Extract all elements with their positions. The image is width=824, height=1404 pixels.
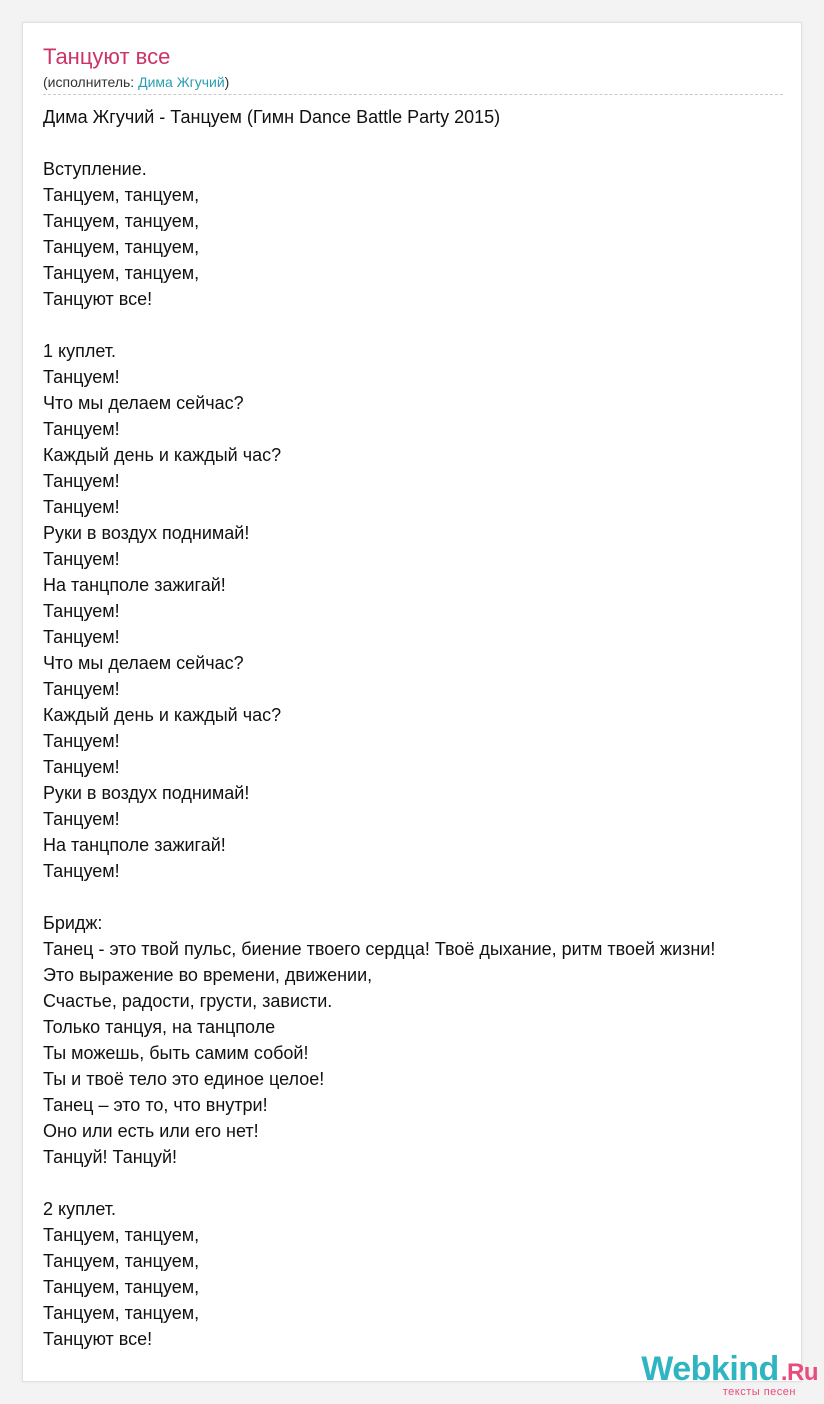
webkind-logo[interactable] [618,1350,818,1400]
lyrics-line: Танцуем! [43,367,120,387]
lyrics-blank-line [43,130,802,156]
lyrics-line: Дима Жгучий - Танцуем (Гимн Dance Battle Party 2015) [43,107,501,127]
lyrics-line: Танцуем! [43,731,120,751]
lyrics-line: Ты можешь, быть самим собой! [43,1043,309,1063]
lyrics-line: Оно или есть или его нет! [43,1121,259,1141]
lyrics-line: Танцуем, танцуем, [43,211,200,231]
lyrics-line: Танец - это твой пульс, биение твоего сердца! Твоё дыхание, ритм твоей жизни! [43,939,716,959]
lyrics-line: Руки в воздух поднимай! [43,783,250,803]
artist-prefix: (исполнитель: [43,74,139,90]
lyrics-line: Это выражение во времени, движении, [43,965,373,985]
lyrics-blank-line [43,312,802,338]
lyrics-line: Танцуют все! [43,1329,153,1349]
lyrics-line: Танцуем! [43,809,120,829]
lyrics-line: Танцуем! [43,549,120,569]
logo-tld: .Ru [780,1359,818,1386]
lyrics-card [22,22,802,1382]
artist-line [43,73,229,91]
lyrics-line: Танцуем! [43,601,120,621]
lyrics-line: Руки в воздух поднимай! [43,523,250,543]
lyrics-line: Танцуем! [43,679,120,699]
lyrics-line: Ты и твоё тело это единое целое! [43,1069,325,1089]
lyrics-line: Танцуй! Танцуй! [43,1147,178,1167]
lyrics-line: Танцуем! [43,419,120,439]
lyrics-line: Вступление. [43,159,147,179]
lyrics-line: Что мы делаем сейчас? [43,653,244,673]
lyrics-line: Танцуем! [43,497,120,517]
lyrics-line: Танцуем! [43,861,120,881]
lyrics-line: Бридж: [43,913,103,933]
lyrics-blank-line [43,1170,802,1196]
lyrics-line: Танцуем, танцуем, [43,1277,200,1297]
lyrics-line: Танцуем, танцуем, [43,1303,200,1323]
logo-subtitle: тексты песен [722,1386,796,1398]
lyrics-line: Только танцуя, на танцполе [43,1017,276,1037]
lyrics-line: 1 куплет. [43,341,117,361]
lyrics-line: Что мы делаем сейчас? [43,393,244,413]
lyrics-line: Танцуем, танцуем, [43,237,200,257]
artist-link[interactable]: Дима Жгучий [138,74,225,90]
artist-suffix: ) [224,74,230,90]
lyrics-line: Каждый день и каждый час? [43,705,282,725]
lyrics-line: Танцуем, танцуем, [43,185,200,205]
lyrics-line: Каждый день и каждый час? [43,445,282,465]
lyrics-line: Счастье, радости, грусти, зависти. [43,991,333,1011]
lyrics-line: На танцполе зажигай! [43,835,226,855]
lyrics-line: Танцуем! [43,627,120,647]
header-divider [43,94,783,95]
lyrics-line: Танцуем! [43,471,120,491]
lyrics-line: Танцуем, танцуем, [43,263,200,283]
lyrics-line: Танцуем! [43,757,120,777]
lyrics-line: Танцуют все! [43,289,153,309]
lyrics-blank-line [43,884,802,910]
logo-word: Webkind [641,1350,779,1388]
lyrics-line: Танцуем, танцуем, [43,1225,200,1245]
lyrics-line: Танец – это то, что внутри! [43,1095,268,1115]
lyrics-line: На танцполе зажигай! [43,575,226,595]
lyrics-line: Танцуем, танцуем, [43,1251,200,1271]
song-title: Танцуют все [43,44,171,69]
lyrics-text [43,104,802,1352]
lyrics-line: 2 куплет. [43,1199,117,1219]
